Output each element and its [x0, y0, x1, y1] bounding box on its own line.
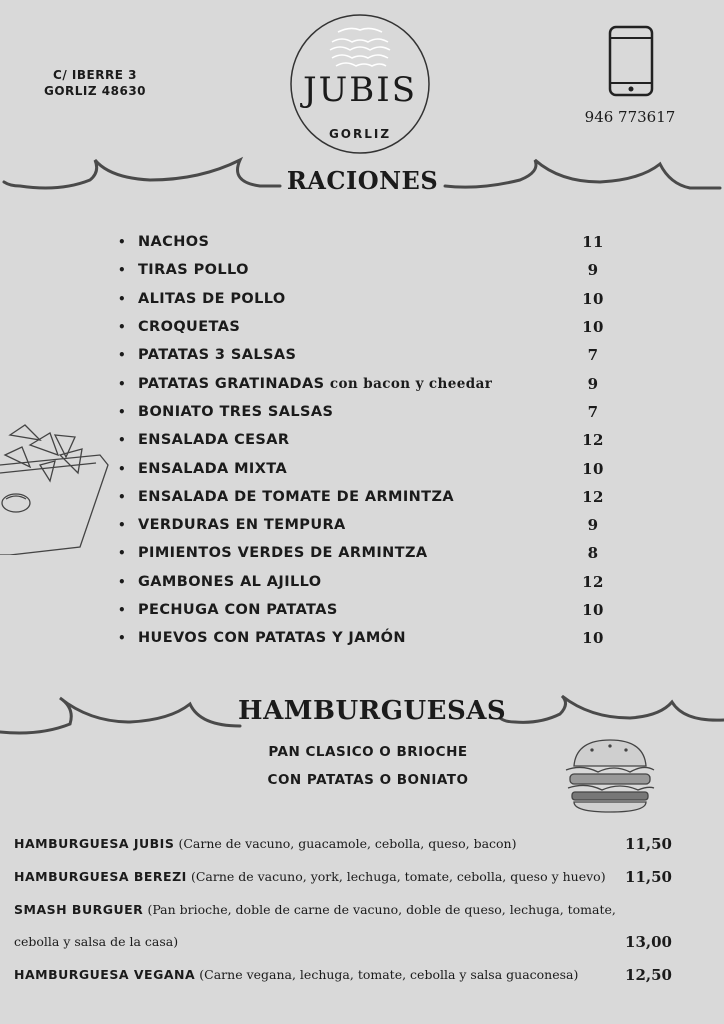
racion-name: [138, 461, 618, 477]
bullet-icon: •: [118, 291, 127, 306]
racion-item: [118, 454, 618, 482]
racion-name: [138, 347, 618, 363]
racion-item: [118, 398, 618, 426]
burger-illustration: [562, 736, 658, 816]
racion-name: [138, 574, 618, 590]
burger-price: 11,50: [625, 835, 672, 853]
bullet-icon: •: [118, 603, 127, 617]
burger-description: (Carne de vacuno, york, lechuga, tomate, cebolla, queso y huevo): [190, 869, 606, 884]
phone-number: 946 773617: [584, 108, 676, 126]
racion-name: [138, 376, 618, 392]
address-street: C/ IBERRE 3: [53, 68, 137, 82]
racion-name-text: PECHUGA CON PATATAS: [138, 602, 338, 618]
racion-price: 12: [582, 431, 604, 450]
racion-name-text: CROQUETAS: [138, 319, 241, 336]
burger-description: (Carne de vacuno, guacamole, cebolla, queso, bacon): [178, 836, 517, 851]
mobile-phone-icon: [608, 25, 654, 97]
burger-row-berezi: [14, 869, 674, 885]
racion-item: [118, 369, 618, 397]
racion-name-text: TIRAS POLLO: [138, 262, 249, 279]
bullet-icon: •: [118, 320, 127, 335]
racion-name: [138, 432, 618, 448]
racion-price: 8: [587, 544, 599, 563]
racion-item: [118, 341, 618, 369]
nachos-tray-illustration: [0, 415, 112, 555]
racion-name-text: VERDURAS EN TEMPURA: [138, 517, 346, 534]
racion-name: [138, 517, 618, 533]
racion-item: [118, 596, 618, 624]
hamburguesas-subtitle-bread: PAN CLASICO O BRIOCHE: [268, 744, 468, 760]
racion-item: [118, 568, 618, 596]
racion-item: [118, 624, 618, 652]
racion-name-text: NACHOS: [138, 234, 210, 251]
racion-price: 10: [582, 318, 604, 337]
burger-price: 13,00: [625, 933, 672, 951]
racion-price: 12: [582, 572, 604, 591]
racion-name-text: HUEVOS CON PATATAS Y JAMÓN: [138, 630, 406, 647]
racion-item: [118, 483, 618, 511]
racion-name: [138, 630, 618, 646]
racion-item: [118, 539, 618, 567]
racion-price: 10: [582, 289, 604, 308]
racion-price: 9: [587, 516, 599, 535]
bullet-icon: •: [118, 263, 127, 278]
racion-name-text: BONIATO TRES SALSAS: [138, 403, 334, 420]
bullet-icon: •: [118, 348, 127, 363]
racion-name: [138, 291, 618, 307]
burger-price: 12,50: [625, 966, 672, 984]
racion-name: [138, 545, 618, 561]
burger-price: 11,50: [625, 868, 672, 886]
racion-name-text: PATATAS GRATINADAS: [138, 375, 325, 392]
racion-name-text: ENSALADA DE TOMATE DE ARMINTZA: [138, 488, 455, 505]
burger-description-line2: cebolla y salsa de la casa): [14, 934, 179, 949]
burger-row-smash-continued: [14, 934, 674, 950]
bullet-icon: •: [118, 235, 127, 250]
racion-name-text: ALITAS DE POLLO: [138, 290, 286, 307]
bullet-icon: •: [118, 546, 127, 561]
racion-item: [118, 285, 618, 313]
burger-name: SMASH BURGUER: [14, 902, 144, 917]
racion-item: [118, 313, 618, 341]
hamburguesas-subtitle-sides: CON PATATAS O BONIATO: [267, 772, 469, 788]
racion-price: 7: [587, 402, 599, 421]
raciones-list: [118, 228, 618, 652]
bullet-icon: •: [118, 404, 127, 419]
hamburguesas-title: HAMBURGUESAS: [238, 696, 507, 726]
address: [30, 67, 160, 99]
racion-price: 9: [587, 374, 599, 393]
racion-name-text: GAMBONES AL AJILLO: [138, 573, 322, 590]
racion-price: 10: [582, 601, 604, 619]
logo-location: GORLIZ: [328, 127, 392, 141]
burger-description: (Pan brioche, doble de carne de vacuno, doble de queso, lechuga, tomate,: [147, 902, 616, 917]
burger-name: HAMBURGUESA VEGANA: [14, 967, 196, 982]
address-city: GORLIZ 48630: [43, 84, 147, 98]
burger-row-smash: [14, 902, 674, 918]
burger-row-jubis: [14, 836, 674, 852]
racion-name: [138, 234, 618, 250]
burger-name: HAMBURGUESA JUBIS: [14, 836, 175, 851]
bullet-icon: •: [118, 461, 127, 476]
burger-name: HAMBURGUESA BEREZI: [14, 869, 187, 884]
racion-extra: con bacon y cheedar: [329, 375, 493, 392]
racion-name: [138, 404, 618, 420]
burger-row-vegana: [14, 967, 674, 983]
bullet-icon: •: [118, 376, 127, 391]
racion-name-text: ENSALADA MIXTA: [138, 460, 288, 477]
racion-name: [138, 319, 618, 335]
waves-icon: [330, 28, 390, 66]
racion-price: 10: [582, 459, 604, 478]
racion-name: [138, 602, 618, 618]
racion-price: 7: [587, 346, 599, 365]
racion-item: [118, 511, 618, 539]
bullet-icon: •: [118, 518, 127, 533]
raciones-title: RACIONES: [286, 166, 439, 195]
racion-name: [138, 489, 618, 505]
racion-price: 10: [582, 629, 604, 648]
racion-item: [118, 426, 618, 454]
logo-name: JUBIS: [303, 70, 417, 110]
racion-item: [118, 228, 618, 256]
racion-price: 11: [582, 233, 604, 252]
bullet-icon: •: [118, 489, 127, 504]
racion-name: [138, 262, 618, 278]
racion-name-text: PIMIENTOS VERDES DE ARMINTZA: [138, 545, 428, 562]
bullet-icon: •: [118, 631, 127, 646]
racion-price: 9: [587, 261, 599, 280]
bullet-icon: •: [118, 574, 127, 589]
bullet-icon: •: [118, 433, 127, 448]
racion-name-text: PATATAS 3 SALSAS: [138, 347, 297, 364]
racion-item: [118, 256, 618, 284]
racion-name-text: ENSALADA CESAR: [138, 432, 290, 449]
racion-price: 12: [582, 487, 604, 506]
burger-description: (Carne vegana, lechuga, tomate, cebolla y salsa guaconesa): [199, 967, 579, 982]
